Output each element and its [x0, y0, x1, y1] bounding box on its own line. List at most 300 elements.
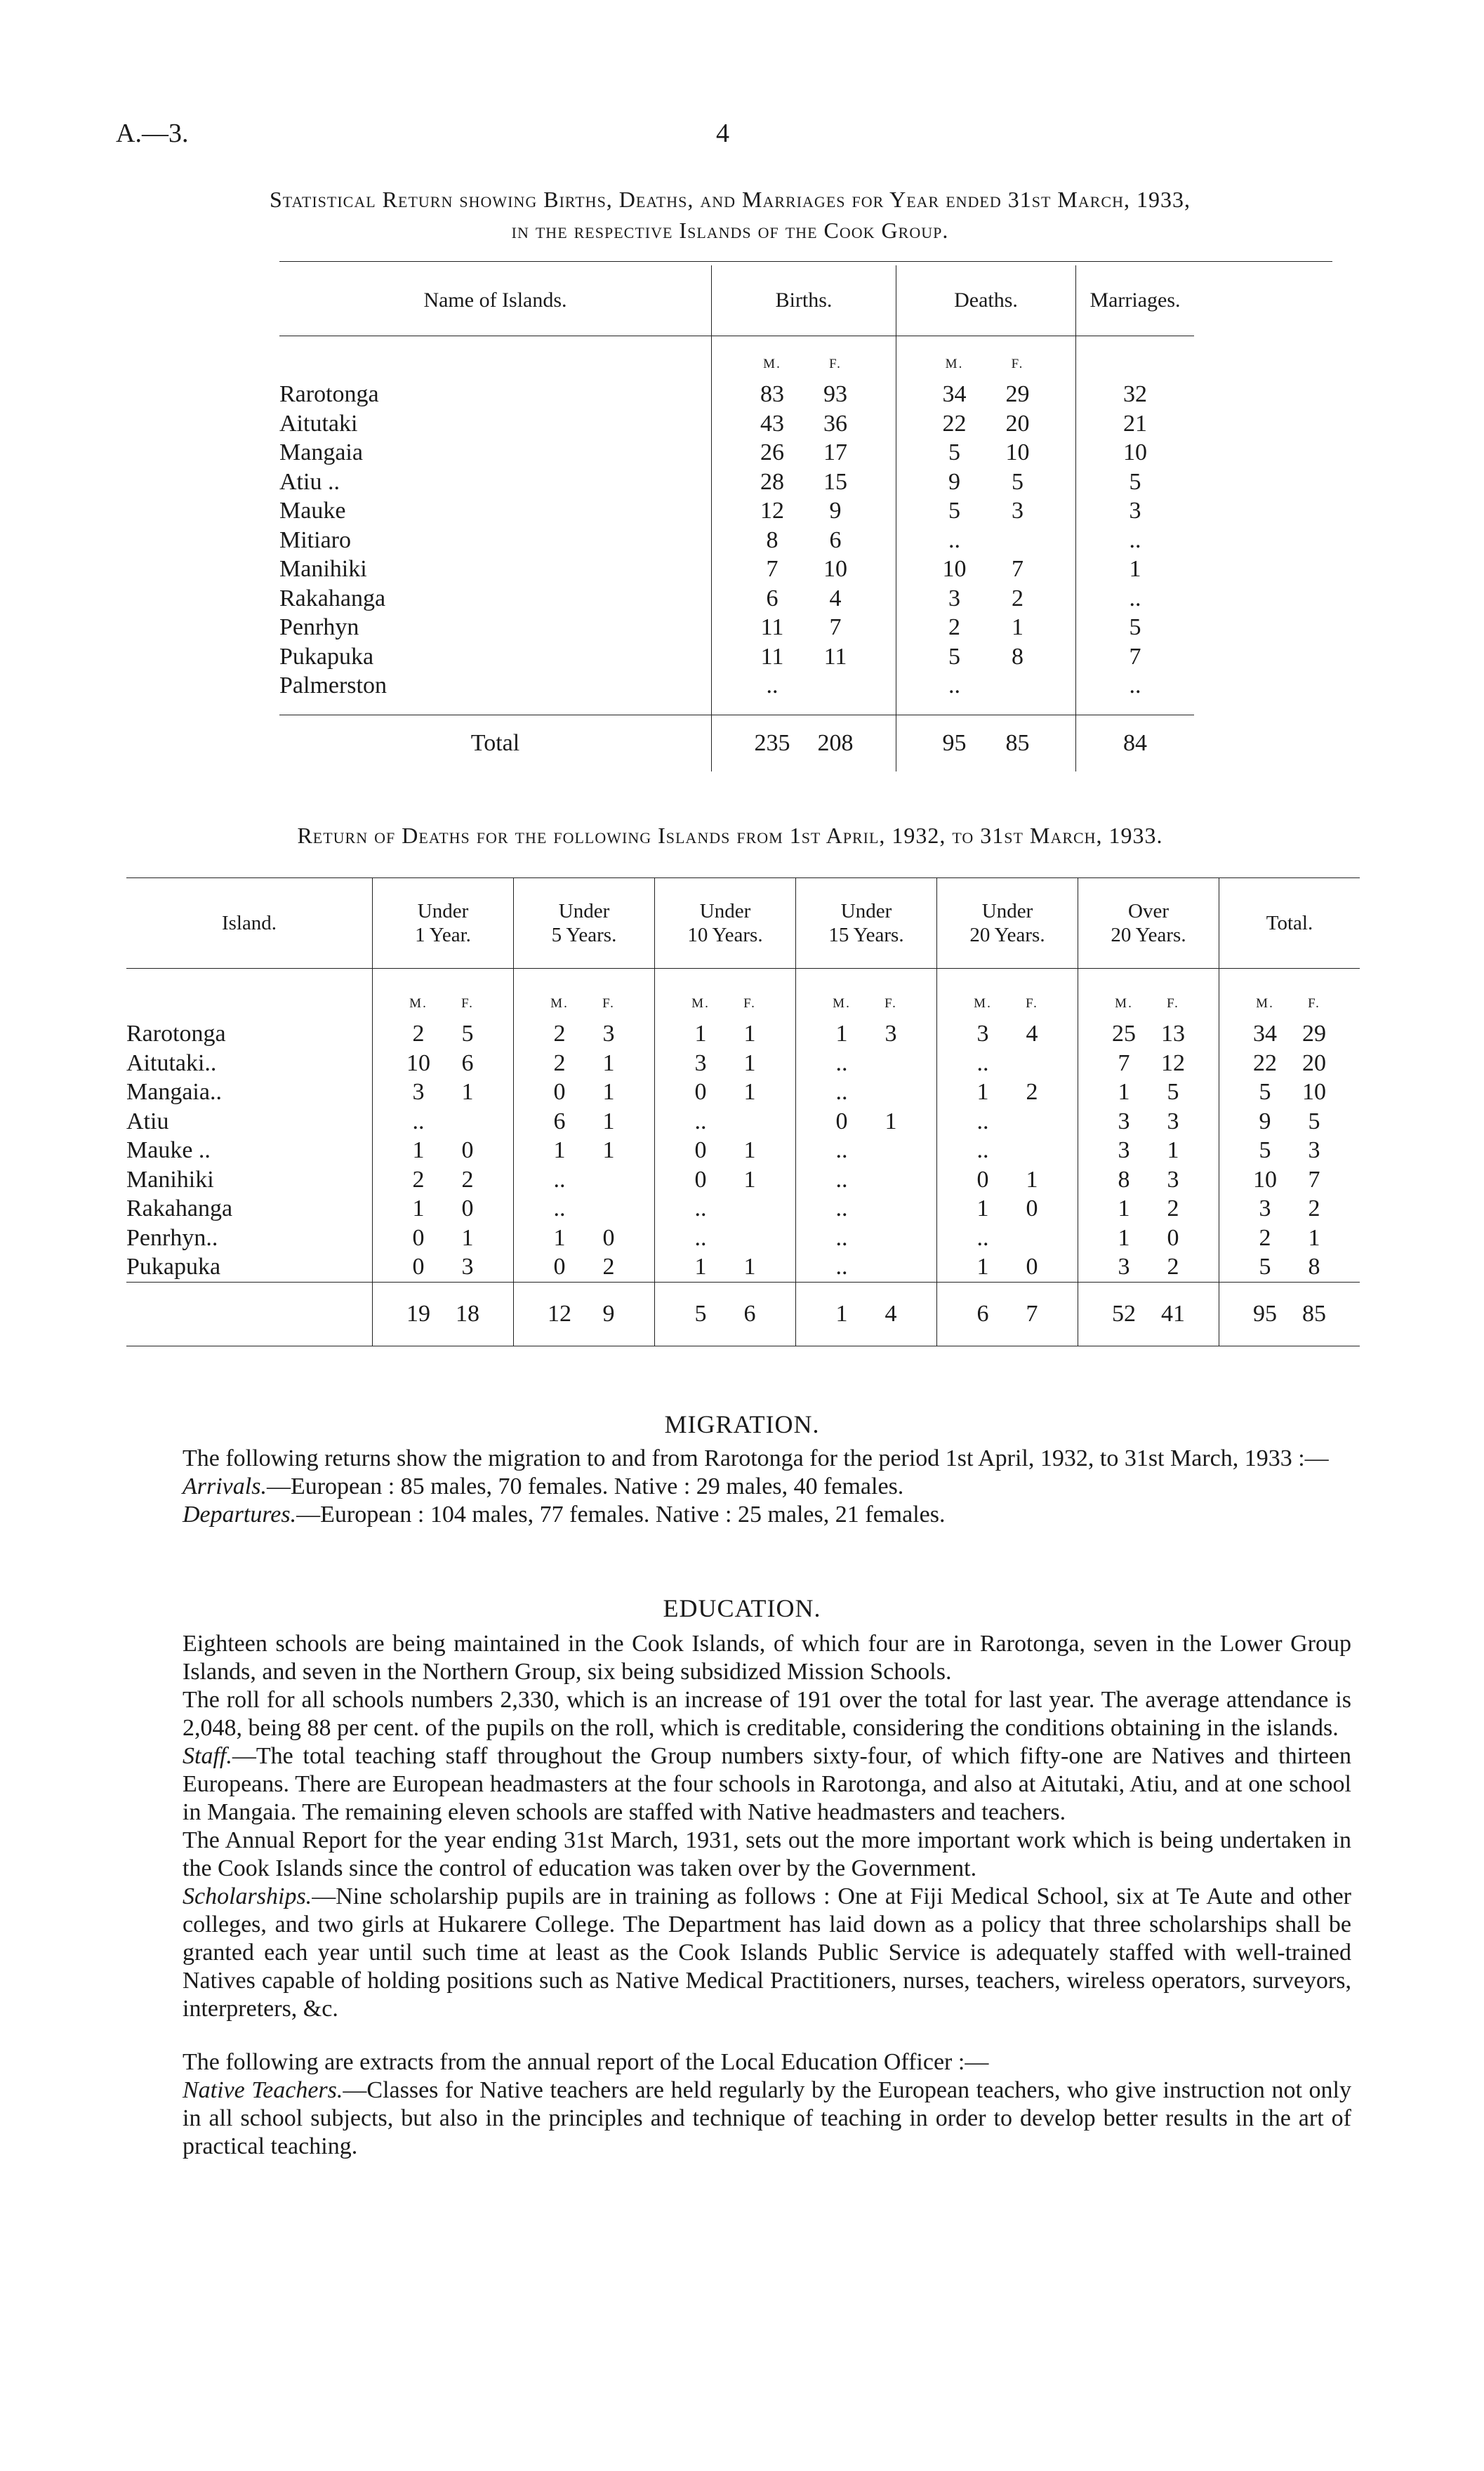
- female-value: 1: [461, 1224, 474, 1251]
- male-value: 22: [942, 410, 967, 437]
- male-value: 2: [948, 614, 960, 640]
- male-value: M.: [833, 995, 851, 1011]
- female-value: [866, 1049, 915, 1078]
- male-value: ..: [976, 1108, 989, 1134]
- male-value: 0: [694, 1166, 707, 1193]
- education-para-4: The Annual Report for the year ending 31st March, 1931, sets out the more important work which is being undertaken in the Cook Islands since the control of education was taken over by the Government.: [183, 1827, 1351, 1881]
- female-value: 5: [1012, 468, 1023, 495]
- male-value: 3: [412, 1079, 425, 1105]
- female-value: 1: [602, 1079, 615, 1105]
- female-value: 2: [1026, 1079, 1038, 1105]
- male-value: 95: [942, 729, 967, 756]
- female-value: 2: [1308, 1195, 1320, 1221]
- deaths-value-cell: [937, 1049, 1078, 1078]
- deaths-value-cell: [373, 1165, 514, 1195]
- male-value: 12: [760, 498, 784, 524]
- header-deaths: Deaths.: [896, 265, 1076, 336]
- female-value: 4: [1026, 1021, 1038, 1047]
- female-value: 10: [1005, 439, 1030, 465]
- female-value: 6: [829, 526, 842, 553]
- mf-subheader-row: [279, 336, 1194, 380]
- deaths-value-cell: [937, 1019, 1078, 1049]
- male-value: 5: [1259, 1079, 1271, 1105]
- male-value: 1: [976, 1195, 989, 1221]
- male-value: 1: [1118, 1195, 1130, 1221]
- male-value: 5: [948, 643, 960, 670]
- island-name-cell: [279, 584, 712, 614]
- island-name: Rarotonga: [279, 381, 379, 407]
- male-value: 95: [1253, 1300, 1277, 1327]
- male-value: M.: [691, 995, 710, 1011]
- header-age-group: [373, 878, 514, 969]
- male-value: ..: [835, 1079, 848, 1105]
- deaths-cell: [896, 584, 1076, 614]
- female-value: 18: [456, 1300, 479, 1327]
- education-para-native-teachers: [126, 2076, 1351, 2161]
- male-value: 1: [976, 1079, 989, 1105]
- deaths-value-cell: [937, 1136, 1078, 1165]
- male-value: 1: [412, 1137, 425, 1163]
- male-value: 28: [760, 468, 784, 495]
- table-row: [126, 1078, 1360, 1107]
- male-value: 19: [406, 1300, 430, 1327]
- male-value: 43: [760, 410, 784, 437]
- island-name-cell: [279, 409, 712, 439]
- header-age-group: [796, 878, 937, 969]
- age-group-line2: 5 Years.: [551, 924, 617, 946]
- age-group-line2: 20 Years.: [969, 924, 1045, 946]
- arrivals-line: [126, 1473, 1351, 1501]
- male-value: 10: [406, 1049, 430, 1076]
- male-value: 5: [694, 1300, 707, 1327]
- female-value: 5: [1167, 1079, 1179, 1105]
- deaths-value-cell: [796, 1194, 937, 1224]
- male-value: ..: [835, 1224, 848, 1251]
- deaths-value-cell: [937, 1078, 1078, 1107]
- male-value: 7: [1118, 1049, 1130, 1076]
- education-para-1: Eighteen schools are being maintained in the Cook Islands, of which four are in Rarotonga, seven in the Lower Group Islands, and seven in the Northern Group, six being subsidized Mission Schools.: [183, 1631, 1351, 1685]
- arrivals-text: —European : 85 males, 70 females. Native : 29 males, 40 females.: [266, 1473, 904, 1499]
- deaths-value-cell: [1078, 1252, 1219, 1282]
- male-value: 0: [412, 1224, 425, 1251]
- male-value: 11: [760, 614, 784, 640]
- male-value: ..: [694, 1195, 707, 1221]
- deaths-value-cell: [373, 1049, 514, 1078]
- male-value: M.: [550, 995, 569, 1011]
- male-value: 9: [1259, 1108, 1271, 1134]
- female-value: [725, 1107, 774, 1137]
- deaths-cell: [896, 438, 1076, 468]
- male-value: 3: [1118, 1137, 1130, 1163]
- mf-label-cell: [373, 969, 514, 1020]
- island-name: Mauke ..: [126, 1137, 211, 1163]
- island-name-cell: [279, 555, 712, 584]
- female-value: 208: [817, 729, 854, 756]
- female-value: 93: [823, 381, 847, 407]
- female-value: 1: [743, 1137, 756, 1163]
- female-value: [866, 1252, 915, 1282]
- deaths-value-cell: [1078, 1136, 1219, 1165]
- female-value: [866, 1136, 915, 1165]
- female-value: 15: [823, 468, 847, 495]
- age-group-line1: Under: [981, 900, 1033, 922]
- age-group-line1: Under: [558, 900, 610, 922]
- births-cell: [712, 555, 896, 584]
- table-header-row: [279, 265, 1194, 336]
- marriages-cell: 3: [1076, 496, 1195, 526]
- deaths-value-cell: [655, 1019, 796, 1049]
- table-row: [279, 555, 1194, 584]
- deaths-value-cell: [1219, 1107, 1360, 1137]
- island-name: Manihiki: [279, 556, 367, 582]
- male-value: 2: [1259, 1224, 1271, 1251]
- marriages-total-cell: 84: [1076, 715, 1195, 771]
- island-name: Rakahanga: [126, 1195, 233, 1221]
- male-value: 5: [948, 498, 960, 524]
- female-value: F.: [1026, 995, 1038, 1011]
- deaths-value-cell: [373, 1194, 514, 1224]
- male-value: 52: [1112, 1300, 1136, 1327]
- deaths-by-age-table: [126, 877, 1360, 1346]
- island-name-cell: [279, 496, 712, 526]
- male-value: 25: [1112, 1021, 1136, 1047]
- female-value: [866, 1194, 915, 1224]
- departures-line: [126, 1501, 1351, 1529]
- female-value: 5: [1308, 1108, 1320, 1134]
- female-value: 1: [1167, 1137, 1179, 1163]
- deaths-total-cell: [655, 1282, 796, 1346]
- male-value: 1: [694, 1254, 707, 1280]
- deaths-total-cell: [1078, 1282, 1219, 1346]
- island-name: Aitutaki: [279, 410, 358, 437]
- deaths-value-cell: [796, 1136, 937, 1165]
- male-value: 1: [694, 1021, 707, 1047]
- female-value: 10: [1302, 1079, 1326, 1105]
- male-value: 2: [412, 1166, 425, 1193]
- female-value: 1: [743, 1166, 756, 1193]
- female-value: 13: [1161, 1021, 1185, 1047]
- male-value: 8: [1118, 1166, 1130, 1193]
- deaths-value-cell: [655, 1136, 796, 1165]
- island-name-cell: [126, 1136, 373, 1165]
- staff-text: —The total teaching staff throughout the Group numbers sixty-four, of which fifty-one are Natives and thirteen Europeans. There are European headmasters at the four schools in Rarotonga, and also at Aitutaki, Atiu, and at one school in Mangaia. The remaining eleven schools are staffed with Native headmasters and teachers.: [183, 1743, 1351, 1825]
- female-value: 2: [1167, 1195, 1179, 1221]
- births-deaths-marriages-table: [279, 265, 1194, 771]
- female-value: 4: [885, 1300, 897, 1327]
- header-age-group: [937, 878, 1078, 969]
- arrivals-label: Arrivals.: [183, 1473, 267, 1499]
- marriages-cell: 7: [1076, 642, 1195, 672]
- female-value: [804, 671, 867, 701]
- table-row: [279, 468, 1194, 497]
- report-reference: A.—3.: [116, 119, 189, 148]
- deaths-value-cell: [655, 1107, 796, 1137]
- age-group-line2: 20 Years.: [1111, 924, 1186, 946]
- female-value: [584, 1194, 633, 1224]
- deaths-value-cell: [1219, 1194, 1360, 1224]
- island-name-cell: [279, 468, 712, 497]
- male-value: 34: [1253, 1021, 1277, 1047]
- male-value: ..: [835, 1166, 848, 1193]
- marriages-cell: 10: [1076, 438, 1195, 468]
- departures-label: Departures.: [183, 1502, 297, 1528]
- deaths-value-cell: [1078, 1019, 1219, 1049]
- deaths-value-cell: [937, 1107, 1078, 1137]
- island-name-cell: [279, 380, 712, 409]
- island-name-cell: [126, 1252, 373, 1282]
- male-value: 10: [1253, 1166, 1277, 1193]
- male-value: 7: [766, 556, 779, 582]
- deaths-cell: [896, 468, 1076, 497]
- female-value: 10: [823, 556, 847, 582]
- male-value: ..: [948, 673, 960, 698]
- female-value: 1: [602, 1108, 615, 1134]
- migration-heading: MIGRATION.: [664, 1410, 820, 1438]
- mf-label-cell: [514, 969, 655, 1020]
- male-value: ..: [835, 1195, 848, 1221]
- m-label: M.: [945, 356, 964, 371]
- deaths-value-cell: [796, 1224, 937, 1253]
- female-value: 8: [1012, 643, 1023, 670]
- male-value: ..: [976, 1137, 989, 1163]
- female-value: 85: [1005, 729, 1030, 756]
- table-row: [279, 496, 1194, 526]
- mf-label-cell: [1078, 969, 1219, 1020]
- deaths-value-cell: [373, 1019, 514, 1049]
- deaths-value-cell: [373, 1107, 514, 1137]
- staff-label: Staff.: [183, 1743, 232, 1769]
- deaths-total-cell: [937, 1282, 1078, 1346]
- male-value: 3: [948, 585, 960, 611]
- male-value: 0: [835, 1108, 848, 1134]
- male-value: 34: [942, 381, 967, 407]
- female-value: [866, 1165, 915, 1195]
- table-row: [279, 380, 1194, 409]
- female-value: 3: [1012, 498, 1023, 524]
- table-row: [279, 613, 1194, 642]
- births-cell: [712, 380, 896, 409]
- male-value: 2: [553, 1021, 566, 1047]
- female-value: 20: [1302, 1049, 1326, 1076]
- deaths-value-cell: [937, 1224, 1078, 1253]
- female-value: [1007, 1107, 1056, 1137]
- female-value: 9: [829, 498, 842, 524]
- male-value: 83: [760, 381, 784, 407]
- island-name-cell: [279, 613, 712, 642]
- male-value: 22: [1253, 1049, 1277, 1076]
- female-value: 1: [602, 1049, 615, 1076]
- births-cell: [712, 613, 896, 642]
- table-header-row: [126, 878, 1360, 969]
- births-cell: [712, 671, 896, 701]
- male-value: ..: [694, 1108, 707, 1134]
- table-row: [279, 642, 1194, 672]
- male-value: 12: [548, 1300, 571, 1327]
- female-value: 9: [602, 1300, 615, 1327]
- table-row: [126, 1107, 1360, 1137]
- female-value: 2: [461, 1166, 474, 1193]
- female-value: 0: [1167, 1224, 1179, 1251]
- deaths-value-cell: [1078, 1107, 1219, 1137]
- births-caption-line1: Statistical Return showing Births, Deaths, and Marriages for Year ended 31st March, 1933,: [269, 187, 1191, 212]
- male-value: 1: [553, 1224, 566, 1251]
- mf-label-cell: [796, 969, 937, 1020]
- male-value: M.: [1115, 995, 1133, 1011]
- island-name: Manihiki: [126, 1166, 214, 1193]
- deaths-value-cell: [514, 1224, 655, 1253]
- female-value: 3: [1167, 1166, 1179, 1193]
- deaths-value-cell: [655, 1252, 796, 1282]
- female-value: 1: [1012, 614, 1023, 640]
- deaths-value-cell: [1219, 1019, 1360, 1049]
- male-value: ..: [694, 1224, 707, 1251]
- deaths-value-cell: [373, 1252, 514, 1282]
- female-value: F.: [743, 995, 756, 1011]
- marriages-cell: 5: [1076, 613, 1195, 642]
- female-value: 0: [461, 1195, 474, 1221]
- island-name: Atiu: [126, 1108, 169, 1134]
- male-value: 1: [553, 1137, 566, 1163]
- male-value: 3: [976, 1021, 989, 1047]
- island-name-cell: [126, 1078, 373, 1107]
- total-label: Total: [279, 715, 712, 771]
- male-value: M.: [974, 995, 992, 1011]
- island-name-cell: [126, 1194, 373, 1224]
- female-value: 0: [602, 1224, 615, 1251]
- table-row: [126, 1136, 1360, 1165]
- island-name: Palmerston: [279, 673, 387, 698]
- native-teachers-text: —Classes for Native teachers are held regularly by the European teachers, who give instruction not only in all school subjects, but also in the principles and technique of teaching in order to develop better results in the art of practical teaching.: [183, 2077, 1351, 2159]
- deaths-value-cell: [514, 1107, 655, 1137]
- deaths-value-cell: [796, 1165, 937, 1195]
- female-value: 3: [602, 1021, 615, 1047]
- male-value: ..: [835, 1254, 848, 1280]
- births-cell: [712, 584, 896, 614]
- male-value: 3: [694, 1049, 707, 1076]
- female-value: F.: [461, 995, 474, 1011]
- deaths-value-cell: [1078, 1224, 1219, 1253]
- deaths-cell: [896, 496, 1076, 526]
- female-value: 85: [1302, 1300, 1326, 1327]
- male-value: 9: [948, 468, 960, 495]
- deaths-value-cell: [1219, 1165, 1360, 1195]
- deaths-value-cell: [373, 1224, 514, 1253]
- table-row: [126, 1252, 1360, 1282]
- deaths-cell: [896, 613, 1076, 642]
- births-caption-line2: in the respective Islands of the Cook Group.: [511, 218, 949, 243]
- f-label: F.: [829, 356, 842, 371]
- male-value: 1: [412, 1195, 425, 1221]
- deaths-value-cell: [655, 1078, 796, 1107]
- deaths-value-cell: [796, 1078, 937, 1107]
- table-top-rule: [279, 261, 1332, 262]
- deaths-cell: [896, 555, 1076, 584]
- deaths-value-cell: [655, 1165, 796, 1195]
- island-name-cell: [126, 1019, 373, 1049]
- mf-label-cell: [655, 969, 796, 1020]
- male-value: ..: [553, 1195, 566, 1221]
- education-para-staff: [126, 1742, 1351, 1827]
- deaths-cell: [896, 526, 1076, 555]
- male-value: 2: [553, 1049, 566, 1076]
- island-name: Aitutaki..: [126, 1049, 217, 1076]
- female-value: 3: [885, 1021, 897, 1047]
- deaths-value-cell: [514, 1049, 655, 1078]
- island-name-cell: [126, 1165, 373, 1195]
- male-value: 5: [948, 439, 960, 465]
- female-value: 2: [1167, 1254, 1179, 1280]
- header-islands: Name of Islands.: [279, 265, 712, 336]
- female-value: 36: [823, 410, 847, 437]
- deaths-value-cell: [514, 1078, 655, 1107]
- births-cell: [712, 468, 896, 497]
- female-value: 6: [461, 1049, 474, 1076]
- female-value: [866, 1224, 915, 1253]
- deaths-value-cell: [937, 1165, 1078, 1195]
- marriages-cell: ..: [1076, 584, 1195, 614]
- births-cell: [712, 526, 896, 555]
- table-row: [279, 409, 1194, 439]
- male-value: 6: [766, 585, 779, 611]
- deaths-cell: [896, 380, 1076, 409]
- age-group-line1: Over: [1128, 900, 1169, 922]
- migration-section: [126, 1445, 1351, 1529]
- island-name-cell: [279, 526, 712, 555]
- island-name-cell: [126, 1107, 373, 1137]
- female-value: 29: [1302, 1021, 1326, 1047]
- deaths-value-cell: [373, 1136, 514, 1165]
- female-value: 1: [743, 1049, 756, 1076]
- education-para-6: The following are extracts from the annual report of the Local Education Officer :—: [183, 2049, 989, 2075]
- female-value: [725, 1224, 774, 1253]
- deaths-cell: [896, 671, 1076, 701]
- island-name: Mauke: [279, 498, 346, 524]
- deaths-value-cell: [1078, 1165, 1219, 1195]
- m-label: M.: [763, 356, 781, 371]
- deaths-value-cell: [655, 1049, 796, 1078]
- deaths-value-cell: [796, 1107, 937, 1137]
- male-value: 1: [976, 1254, 989, 1280]
- header-age-group: [655, 878, 796, 969]
- island-name: Rarotonga: [126, 1021, 226, 1047]
- male-value: 3: [1259, 1195, 1271, 1221]
- male-value: ..: [412, 1108, 425, 1134]
- male-value: M.: [1256, 995, 1274, 1011]
- male-value: ..: [948, 526, 960, 553]
- male-value: 6: [553, 1108, 566, 1134]
- island-name: Atiu ..: [279, 468, 340, 495]
- female-value: 29: [1005, 381, 1030, 407]
- mf-subheader-row: [126, 969, 1360, 1020]
- female-value: 1: [1308, 1224, 1320, 1251]
- table-row: [126, 1165, 1360, 1195]
- male-value: ..: [835, 1049, 848, 1076]
- female-value: 1: [885, 1108, 897, 1134]
- age-group-line1: Under: [840, 900, 892, 922]
- births-cell: [712, 409, 896, 439]
- deaths-cell: [896, 409, 1076, 439]
- deaths-total-cell: [1219, 1282, 1360, 1346]
- total-row: [126, 1282, 1360, 1346]
- female-value: F.: [885, 995, 897, 1011]
- births-total-cell: [712, 715, 896, 771]
- male-value: 3: [1118, 1254, 1130, 1280]
- female-value: 17: [823, 439, 847, 465]
- migration-intro: The following returns show the migration to and from Rarotonga for the period 1st April, 1932, to 31st March, 1933 :—: [183, 1445, 1329, 1471]
- female-value: 7: [1012, 556, 1023, 582]
- island-name: Mangaia..: [126, 1079, 222, 1105]
- f-label: F.: [1011, 356, 1024, 371]
